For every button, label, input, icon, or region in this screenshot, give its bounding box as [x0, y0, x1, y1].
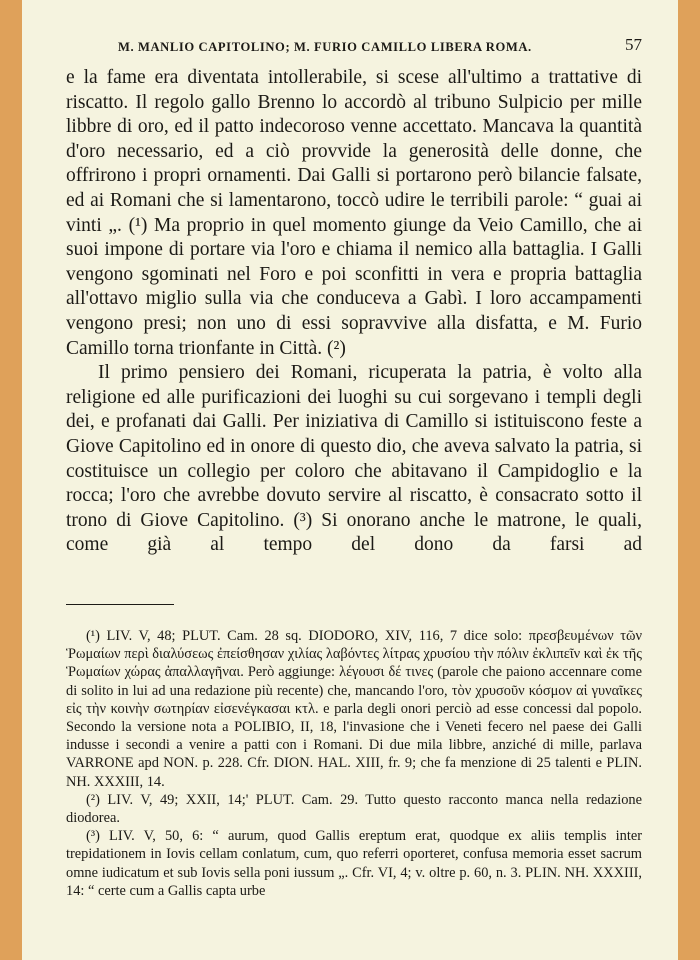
- footnote: (¹) LIV. V, 48; PLUT. Cam. 28 sq. DIODORO, XIV, 116, 7 dice solo: πρεσβευμένων τῶν Ῥωμαίων περὶ διαλύσεως ἐπείσθησαν χιλίας λαβόντες λίτρας χρυσίου τὴν πόλιν ἐκλιπεῖν καὶ ἐκ τῆς Ῥωμαίων χώρας ἀπαλλαγῆναι. Però aggiunge: λέγουσι δέ τινες (parole che paiono accennare come di solito in lui ad una redazione più recente) che, mancando l'oro, τὸν χρυσοῦν κόσμον αἱ γυναῖκες εἰς τὴν κοινὴν σωτηρίαν εἰσενέγκασαι κτλ. e parla degli onori perciò ad esse concessi dal popolo. Secondo la versione nota a POLIBIO, II, 18, l'invasione che i Veneti fecero nel paese dei Galli indusse i secondi a venire a patti con i Romani. Di due mila libbre, anziché di mille, parlava VARRONE apd NON. p. 228. Cfr. DION. HAL. XIII, fr. 9; che fa menzione di 25 talenti e PLIN. NH. XXXIII, 14.: [66, 628, 642, 790]
- page-number: 57: [625, 35, 642, 54]
- footnotes: [66, 627, 642, 900]
- paragraph: Il primo pensiero dei Romani, ricuperata la patria, è volto alla religione ed alle purificazioni dei luoghi su cui sorgevano i templi degli dei, e profanati dai Galli. Per iniziativa di Camillo si istituiscono feste a Giove Capitolino ed in onore di questo dio, che aveva salvato la patria, si costituisce un collegio per coloro che abitavano il Campidoglio e la rocca; l'oro che avrebbe dovuto servire al riscatto, è consacrato sotto il trono di Giove Capitolino. (³) Si onorano anche le matrone, le quali, come già al tempo del dono da farsi ad: [66, 362, 642, 556]
- running-head: M. MANLIO CAPITOLINO; M. FURIO CAMILLO LIBERA ROMA.: [118, 40, 532, 54]
- footnote: (³) LIV. V, 50, 6: “ aurum, quod Gallis ereptum erat, quodque ex aliis templis inter trepidationem in Iovis cellam conlatum, cum, quo referri oporteret, confusa memoria esset sacrum omne iudicatum et sub Iovis sella poni iussum „. Cfr. VI, 4; v. oltre p. 60, n. 3. PLIN. NH. XXXIII, 14: “ certe cum a Gallis capta urbe: [66, 828, 642, 899]
- main-text: [66, 66, 642, 558]
- paragraph: e la fame era diventata intollerabile, si scese all'ultimo a trattative di riscatto. Il regolo gallo Brenno lo accordò al tribuno Sulpicio per mille libbre di oro, ed il patto indecoroso venne accettato. Mancava la quantità d'oro necessario, ed a ciò provvide la generosità delle donne, che offrirono i propri ornamenti. Dai Galli si portarono però bilancie falsate, ed ai Romani che si lamentarono, toccò udire le terribili parole: “ guai ai vinti „. (¹) Ma proprio in quel momento giunge da Veio Camillo, che ai suoi impone di portare via l'oro e chiama il nemico alla battaglia. I Galli vengono sgominati nel Foro e poi sconfitti in vera e propria battaglia all'ottavo miglio sulla via che conduceva a Gabì. I loro accampamenti vengono presi; non uno di essi sopravvive alla disfatta, e M. Furio Camillo torna trionfante in Città. (²): [66, 67, 642, 359]
- page-header: [70, 36, 642, 58]
- footnote: (²) LIV. V, 49; XXII, 14;' PLUT. Cam. 29. Tutto questo racconto manca nella redazione diodorea.: [66, 791, 642, 827]
- book-page: [22, 0, 678, 960]
- footnote-separator: [66, 604, 174, 605]
